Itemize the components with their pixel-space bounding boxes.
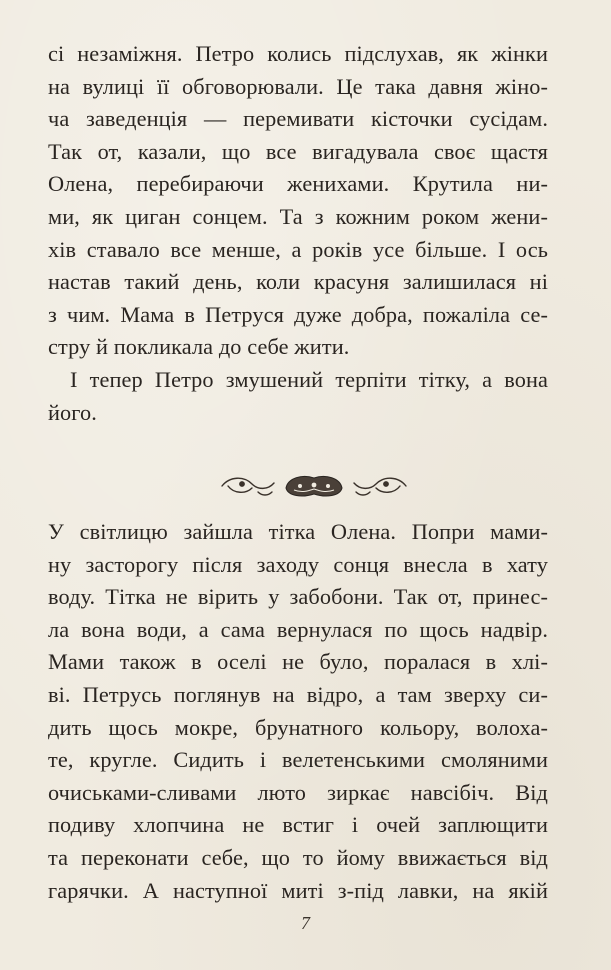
text-line: сі незаміжня. Петро колись підслухав, як жінки [48,41,548,66]
text-line: на вулиці її обговорювали. Це така давня жіно- [48,73,548,99]
text-line: очиськами-сливами люто зиркає навсібіч. Від [48,779,548,805]
text-line: ла вона води, а сама вернулася по щось надвір. [48,616,548,642]
text-line: хів ставало все менше, а років усе більше. І ось [48,236,548,262]
text-line: ві. Петрусь поглянув на відро, а там зверху си- [48,681,548,707]
text-line: з чим. Мама в Петруся дуже добра, пожаліла се- [48,301,548,327]
text-line: дить щось мокре, брунатного кольору, волоха- [48,714,548,740]
text-line: та переконати себе, що то йому ввижається від [48,844,548,870]
text-line: Олена, перебираючи женихами. Крутила ни- [48,171,548,197]
text-line: І тепер Петро змушений терпіти тітку, а вона [70,366,548,392]
text-line: ча заведенція — перемивати кісточки сусідам. [48,106,548,132]
text-line: його. [48,399,97,425]
text-line: настав такий день, коли красуня залишилася ні [48,269,548,295]
text-line: Так от, казали, що все вигадувала своє щастя [48,138,548,164]
text-line: У світлицю зайшла тітка Олена. Попри мами- [48,519,548,544]
floral-divider-icon [218,468,410,504]
text-line: воду. Тітка не вірить у забобони. Так от, принес- [48,584,548,610]
text-line: гарячки. А наступної миті з-під лавки, на якій [48,877,548,903]
text-section-1 [48,38,548,429]
text-line: ну засторогу після заходу сонця внесла в хату [48,551,548,577]
text-line: Мами також в оселі не було, поралася в хлі- [48,649,548,675]
text-section-2 [48,516,548,907]
text-line: стру й покликала до себе жити. [48,334,350,360]
text-line: подиву хлопчина не встиг і очей заплющити [48,812,548,838]
text-line: те, кругле. Сидить і велетенськими смоляними [48,747,548,773]
text-line: ми, як циган сонцем. Та з кожним роком жени- [48,203,548,229]
page-number: 7 [301,913,310,933]
